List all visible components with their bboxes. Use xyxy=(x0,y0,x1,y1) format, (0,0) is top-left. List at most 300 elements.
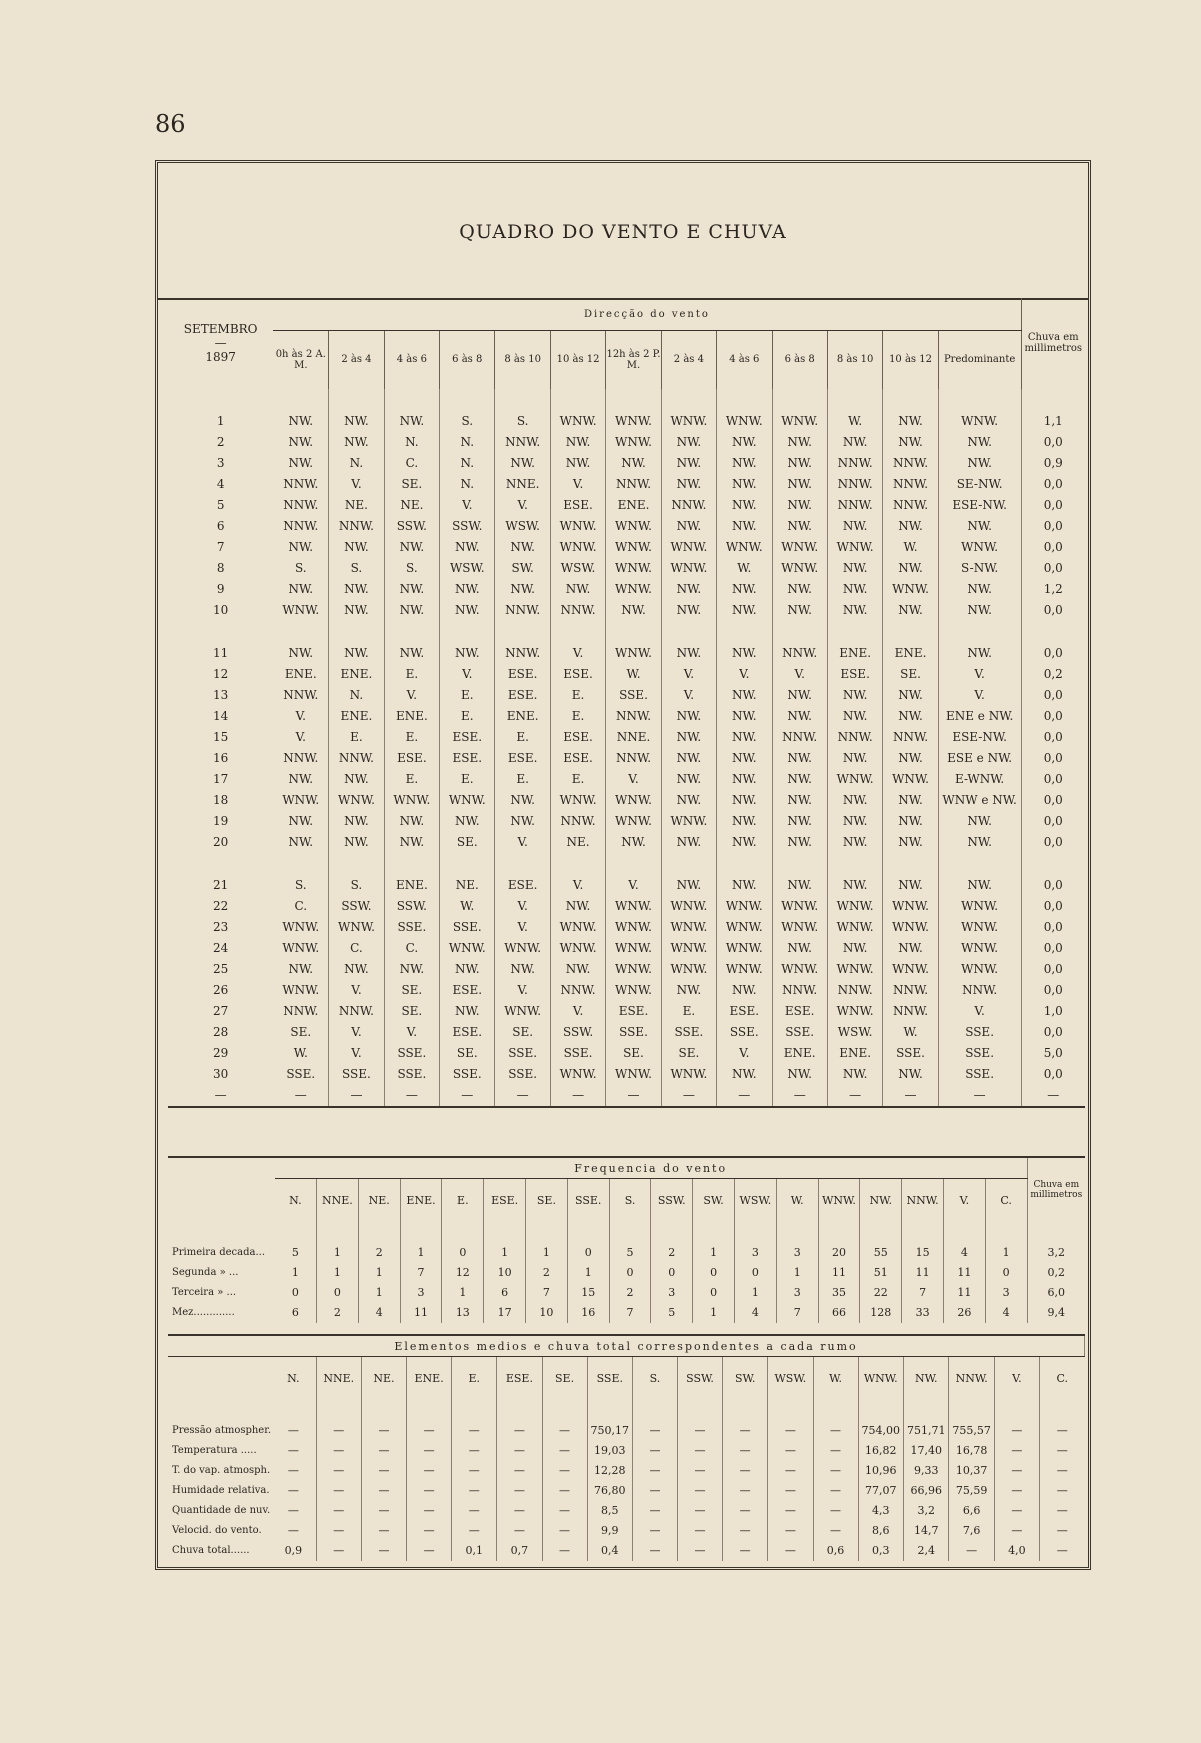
element-cell: — xyxy=(1056,1464,1068,1477)
rain-cell: 0,0 xyxy=(1043,878,1063,892)
rain-cell: 5,0 xyxy=(1043,1046,1063,1060)
direction-header: SE. xyxy=(542,1357,587,1401)
direction-header: C. xyxy=(985,1179,1027,1223)
wind-cell: NW. xyxy=(495,579,550,600)
table-row xyxy=(168,1441,1085,1461)
wind-cell: NW. xyxy=(329,537,384,558)
frequency-cell: 1 xyxy=(275,1263,317,1283)
wind-cell: NW. xyxy=(440,1001,495,1022)
dash-cell: — xyxy=(329,1085,384,1107)
frequency-cell: 3 xyxy=(651,1283,693,1303)
rain-cell: 0,0 xyxy=(1043,498,1063,512)
wind-cell: V. xyxy=(329,474,384,495)
element-cell: — xyxy=(813,1521,858,1541)
wind-cell: E. xyxy=(550,769,605,790)
wind-cell: V. xyxy=(329,1022,384,1043)
wind-cell: ESE. xyxy=(440,727,495,748)
predominant-cell: V. xyxy=(938,1001,1021,1022)
table-row xyxy=(168,600,1085,621)
predominant-cell: ENE e NW. xyxy=(938,706,1021,727)
wind-cell: NNE. xyxy=(495,474,550,495)
predominant-cell: V. xyxy=(938,685,1021,706)
rain-cell: 0,0 xyxy=(1043,709,1063,723)
hour-header: 0h às 2 A. M. xyxy=(273,331,328,389)
day-number: 1 xyxy=(216,414,225,428)
wind-cell: NW. xyxy=(273,769,328,790)
hour-header: 10 às 12 xyxy=(550,331,605,389)
wind-cell: WNW. xyxy=(772,537,827,558)
table-row xyxy=(168,1064,1085,1085)
predominant-cell: NW. xyxy=(938,432,1021,453)
wind-cell: SSW. xyxy=(440,516,495,537)
day-number: 24 xyxy=(213,941,229,955)
element-cell: 3,2 xyxy=(904,1501,949,1521)
wind-cell: WNW. xyxy=(827,917,882,938)
wind-cell: W. xyxy=(717,558,772,579)
wind-cell: SE. xyxy=(440,832,495,853)
wind-cell: NNW. xyxy=(827,453,882,474)
wind-cell: WNW. xyxy=(661,537,716,558)
frequency-cell: 2 xyxy=(651,1243,693,1263)
dash-cell: — xyxy=(772,1085,827,1107)
wind-cell: NW. xyxy=(384,537,439,558)
element-cell: 8,5 xyxy=(587,1501,632,1521)
direction-header: N. xyxy=(271,1357,316,1401)
wind-cell: NW. xyxy=(550,432,605,453)
direction-header: ENE. xyxy=(407,1357,452,1401)
direction-header: WNW. xyxy=(858,1357,903,1401)
wind-cell: SSW. xyxy=(384,896,439,917)
dash-cell: — xyxy=(440,1085,495,1107)
wind-cell: NW. xyxy=(329,432,384,453)
element-cell: — xyxy=(542,1461,587,1481)
wind-cell: NW. xyxy=(772,706,827,727)
wind-cell: ESE. xyxy=(550,495,605,516)
table-row xyxy=(168,1022,1085,1043)
frequency-cell: 0 xyxy=(442,1243,484,1263)
wind-cell: NW. xyxy=(329,643,384,664)
direction-header: SW. xyxy=(693,1179,735,1223)
dash-cell: — xyxy=(1047,1088,1060,1102)
wind-cell: E. xyxy=(384,769,439,790)
wind-cell: N. xyxy=(384,432,439,453)
frequency-cell: 1 xyxy=(317,1243,359,1263)
wind-cell: ESE. xyxy=(440,748,495,769)
element-cell: — xyxy=(497,1481,542,1501)
element-cell: — xyxy=(361,1521,406,1541)
wind-cell: SSW. xyxy=(329,896,384,917)
wind-cell: NW. xyxy=(883,685,938,706)
element-cell: — xyxy=(633,1441,678,1461)
row-label: Pressão atmospher. xyxy=(172,1425,272,1436)
frequency-cell: 15 xyxy=(902,1243,944,1263)
element-cell: — xyxy=(361,1481,406,1501)
element-cell: — xyxy=(677,1481,722,1501)
table-row xyxy=(168,474,1085,495)
wind-cell: NW. xyxy=(827,1064,882,1085)
wind-cell: NNW. xyxy=(606,748,661,769)
table-row xyxy=(168,980,1085,1001)
frequency-cell: 0 xyxy=(317,1283,359,1303)
frequency-cell: 2 xyxy=(609,1283,651,1303)
wind-cell: NW. xyxy=(883,748,938,769)
element-cell: — xyxy=(723,1461,768,1481)
wind-cell: ENE. xyxy=(772,1043,827,1064)
wind-cell: WNW. xyxy=(329,790,384,811)
wind-cell: NNW. xyxy=(273,1001,328,1022)
wind-cell: ESE. xyxy=(440,1022,495,1043)
wind-cell: V. xyxy=(550,643,605,664)
element-cell: — xyxy=(768,1421,813,1441)
element-cell: — xyxy=(271,1501,316,1521)
wind-cell: WNW. xyxy=(883,959,938,980)
element-cell: — xyxy=(1056,1424,1068,1437)
wind-cell: NNW. xyxy=(550,980,605,1001)
wind-cell: NW. xyxy=(772,938,827,959)
wind-cell: E. xyxy=(384,664,439,685)
element-cell: 12,28 xyxy=(587,1461,632,1481)
direction-header: NE. xyxy=(358,1179,400,1223)
frequency-cell: 0 xyxy=(735,1263,777,1283)
wind-cell: NW. xyxy=(329,959,384,980)
day-number: 11 xyxy=(213,646,229,660)
frequency-cell: 11 xyxy=(818,1263,860,1283)
direction-header: WSW. xyxy=(768,1357,813,1401)
day-number: 16 xyxy=(213,751,229,765)
wind-cell: NW. xyxy=(772,832,827,853)
element-cell: — xyxy=(271,1441,316,1461)
element-cell: — xyxy=(316,1441,361,1461)
direction-header: C. xyxy=(1056,1372,1068,1386)
frequency-cell: 10 xyxy=(484,1263,526,1283)
wind-cell: NW. xyxy=(329,769,384,790)
wind-cell: WNW. xyxy=(606,558,661,579)
frequency-cell: 4 xyxy=(943,1243,985,1263)
day-number: 17 xyxy=(213,772,229,786)
direction-header: NNE. xyxy=(316,1357,361,1401)
wind-cell: NW. xyxy=(772,600,827,621)
wind-cell: V. xyxy=(384,685,439,706)
wind-cell: SE. xyxy=(606,1043,661,1064)
wind-cell: WNW. xyxy=(883,769,938,790)
frequency-cell: 3 xyxy=(735,1243,777,1263)
frequency-cell: 0 xyxy=(693,1283,735,1303)
frequency-cell: 35 xyxy=(818,1283,860,1303)
day-number: 15 xyxy=(213,730,229,744)
direction-header: SSW. xyxy=(651,1179,693,1223)
predominant-cell: WNW e NW. xyxy=(938,790,1021,811)
frequency-cell: 1 xyxy=(693,1243,735,1263)
direction-header: SE. xyxy=(526,1179,568,1223)
dash-cell: — xyxy=(717,1085,772,1107)
rain-cell: 0,0 xyxy=(1043,920,1063,934)
wind-cell: WNW. xyxy=(827,1001,882,1022)
wind-cell: WSW. xyxy=(827,1022,882,1043)
frequency-cell: 5 xyxy=(275,1243,317,1263)
frequency-cell: 0 xyxy=(567,1243,609,1263)
wind-cell: V. xyxy=(273,706,328,727)
wind-cell: NW. xyxy=(717,516,772,537)
wind-cell: NW. xyxy=(883,811,938,832)
wind-cell: NW. xyxy=(273,832,328,853)
wind-cell: NNW. xyxy=(883,980,938,1001)
element-cell: — xyxy=(316,1541,361,1561)
dash-cell: — xyxy=(827,1085,882,1107)
wind-cell: WNW. xyxy=(273,938,328,959)
predominant-cell: NW. xyxy=(938,600,1021,621)
wind-cell: V. xyxy=(495,917,550,938)
wind-cell: NNW. xyxy=(495,643,550,664)
wind-cell: SSE. xyxy=(883,1043,938,1064)
dash-cell: — xyxy=(883,1085,938,1107)
wind-cell: N. xyxy=(329,453,384,474)
element-cell: — xyxy=(723,1421,768,1441)
frequency-cell: 11 xyxy=(943,1283,985,1303)
wind-cell: NNW. xyxy=(273,495,328,516)
wind-cell: N. xyxy=(329,685,384,706)
table-row xyxy=(168,643,1085,664)
wind-cell: NW. xyxy=(606,453,661,474)
table-row xyxy=(168,706,1085,727)
wind-cell: NW. xyxy=(883,558,938,579)
dash-cell: — xyxy=(214,1088,227,1102)
wind-cell: NNW. xyxy=(883,1001,938,1022)
element-cell: — xyxy=(316,1501,361,1521)
wind-cell: V. xyxy=(440,664,495,685)
hour-header: 4 às 6 xyxy=(717,331,772,389)
wind-cell: ESE. xyxy=(495,664,550,685)
wind-cell: WNW. xyxy=(661,959,716,980)
element-cell: 10,96 xyxy=(858,1461,903,1481)
wind-cell: NW. xyxy=(384,832,439,853)
wind-cell: SE. xyxy=(495,1022,550,1043)
wind-cell: WNW. xyxy=(772,896,827,917)
element-cell: — xyxy=(497,1421,542,1441)
wind-cell: NNW. xyxy=(883,474,938,495)
rain-cell: 0,0 xyxy=(1043,435,1063,449)
wind-cell: SSE. xyxy=(440,1064,495,1085)
wind-cell: V. xyxy=(329,1043,384,1064)
predominant-cell: ESE-NW. xyxy=(938,727,1021,748)
direction-header: N. xyxy=(275,1179,317,1223)
wind-cell: S. xyxy=(273,558,328,579)
wind-cell: NNW. xyxy=(827,495,882,516)
table-row xyxy=(168,790,1085,811)
row-label: Primeira decada... xyxy=(172,1247,266,1258)
wind-cell: NW. xyxy=(883,600,938,621)
element-cell: — xyxy=(813,1441,858,1461)
wind-cell: NW. xyxy=(883,432,938,453)
wind-cell: ENE. xyxy=(495,706,550,727)
element-cell: — xyxy=(768,1461,813,1481)
wind-cell: ESE. xyxy=(495,748,550,769)
wind-cell: ESE. xyxy=(827,664,882,685)
table-row xyxy=(168,1243,1085,1263)
rain-cell: 0,2 xyxy=(1043,667,1063,681)
element-cell: — xyxy=(633,1481,678,1501)
wind-cell: V. xyxy=(550,474,605,495)
wind-cell: WNW. xyxy=(495,1001,550,1022)
direction-header: V. xyxy=(943,1179,985,1223)
wind-cell: S. xyxy=(495,411,550,432)
element-cell: — xyxy=(994,1481,1039,1501)
day-number: 30 xyxy=(213,1067,229,1081)
table-row xyxy=(168,875,1085,896)
wind-cell: V. xyxy=(606,875,661,896)
month-header xyxy=(168,298,273,389)
wind-cell: WNW. xyxy=(606,643,661,664)
wind-cell: NW. xyxy=(495,811,550,832)
element-cell: — xyxy=(542,1421,587,1441)
element-cell: — xyxy=(361,1421,406,1441)
element-cell: — xyxy=(768,1481,813,1501)
day-number: 14 xyxy=(213,709,229,723)
wind-cell: WNW. xyxy=(550,411,605,432)
element-cell: — xyxy=(271,1421,316,1441)
frequency-cell: 1 xyxy=(776,1263,818,1283)
element-cell: 0,9 xyxy=(271,1541,316,1561)
element-cell: — xyxy=(677,1421,722,1441)
day-number: 20 xyxy=(213,835,229,849)
wind-cell: NW. xyxy=(661,453,716,474)
element-cell: — xyxy=(813,1501,858,1521)
wind-cell: ENE. xyxy=(606,495,661,516)
table-row xyxy=(168,1283,1085,1303)
hour-header: 2 às 4 xyxy=(661,331,716,389)
wind-cell: NW. xyxy=(273,537,328,558)
day-number: 22 xyxy=(213,899,229,913)
wind-cell: NW. xyxy=(273,959,328,980)
element-cell: — xyxy=(316,1521,361,1541)
direction-header: SSE. xyxy=(567,1179,609,1223)
frequency-cell: 1 xyxy=(358,1283,400,1303)
wind-cell: E. xyxy=(384,727,439,748)
wind-cell: WNW. xyxy=(827,959,882,980)
wind-cell: WNW. xyxy=(883,579,938,600)
direction-header: ESE. xyxy=(497,1357,542,1401)
day-number: 28 xyxy=(213,1025,229,1039)
wind-cell: NW. xyxy=(495,537,550,558)
element-cell: — xyxy=(633,1421,678,1441)
day-number: 12 xyxy=(213,667,229,681)
predominant-cell: NW. xyxy=(938,811,1021,832)
wind-cell: SW. xyxy=(495,558,550,579)
wind-cell: NNW. xyxy=(883,727,938,748)
wind-cell: ENE. xyxy=(329,706,384,727)
wind-cell: S. xyxy=(329,558,384,579)
wind-cell: SSE. xyxy=(606,685,661,706)
wind-cell: WNW. xyxy=(717,938,772,959)
wind-cell: NW. xyxy=(772,769,827,790)
element-cell: — xyxy=(452,1521,497,1541)
table-row xyxy=(168,495,1085,516)
wind-cell: NE. xyxy=(440,875,495,896)
wind-cell: V. xyxy=(717,1043,772,1064)
element-cell: 10,37 xyxy=(949,1461,994,1481)
element-cell: — xyxy=(994,1461,1039,1481)
element-cell: 76,80 xyxy=(587,1481,632,1501)
element-cell: — xyxy=(542,1441,587,1461)
frequency-rain-header: Chuva em millimetros xyxy=(1030,1180,1083,1201)
wind-cell: NW. xyxy=(661,579,716,600)
table-row xyxy=(168,1421,1085,1441)
table-row xyxy=(168,832,1085,853)
wind-cell: ESE. xyxy=(550,664,605,685)
table-row xyxy=(168,685,1085,706)
wind-cell: V. xyxy=(661,664,716,685)
wind-cell: WNW. xyxy=(661,896,716,917)
wind-cell: WNW. xyxy=(273,600,328,621)
wind-cell: WNW. xyxy=(772,917,827,938)
element-cell: — xyxy=(1056,1504,1068,1517)
wind-cell: ENE. xyxy=(384,875,439,896)
wind-cell: NW. xyxy=(440,643,495,664)
wind-cell: NW. xyxy=(883,832,938,853)
wind-cell: NNW. xyxy=(329,1001,384,1022)
frequency-cell: 3 xyxy=(776,1283,818,1303)
element-cell: — xyxy=(994,1521,1039,1541)
wind-cell: SSE. xyxy=(495,1043,550,1064)
wind-cell: WNW. xyxy=(606,917,661,938)
rain-cell: 0,0 xyxy=(1043,603,1063,617)
wind-cell: WNW. xyxy=(883,896,938,917)
wind-cell: WNW. xyxy=(661,558,716,579)
wind-cell: NNW. xyxy=(772,643,827,664)
element-cell: — xyxy=(452,1441,497,1461)
rain-cell: 0,9 xyxy=(1043,456,1063,470)
direction-header: NNW. xyxy=(949,1357,994,1401)
direction-header: NE. xyxy=(361,1357,406,1401)
wind-cell: NW. xyxy=(827,432,882,453)
element-cell: — xyxy=(316,1481,361,1501)
wind-cell: NW. xyxy=(440,579,495,600)
wind-cell: NW. xyxy=(273,411,328,432)
dash-cell: — xyxy=(550,1085,605,1107)
wind-cell: NNW. xyxy=(329,748,384,769)
element-cell: 75,59 xyxy=(949,1481,994,1501)
wind-cell: WNW. xyxy=(606,411,661,432)
direction-header: NNE. xyxy=(317,1179,359,1223)
direction-header: SSE. xyxy=(587,1357,632,1401)
rain-cell: 0,0 xyxy=(1043,519,1063,533)
wind-cell: NW. xyxy=(717,875,772,896)
direction-header: W. xyxy=(813,1357,858,1401)
frequency-cell: 1 xyxy=(400,1243,442,1263)
frequency-cell: 3 xyxy=(985,1283,1027,1303)
wind-cell: NW. xyxy=(550,579,605,600)
day-number: 3 xyxy=(216,456,225,470)
frequency-cell: 1 xyxy=(567,1263,609,1283)
element-cell: — xyxy=(813,1421,858,1441)
element-cell: — xyxy=(677,1441,722,1461)
wind-cell: NW. xyxy=(717,811,772,832)
wind-cell: ENE. xyxy=(384,706,439,727)
wind-cell: WNW. xyxy=(550,516,605,537)
table-row xyxy=(168,1481,1085,1501)
wind-cell: V. xyxy=(495,495,550,516)
wind-cell: NW. xyxy=(661,748,716,769)
element-cell: 6,6 xyxy=(949,1501,994,1521)
wind-cell: SSW. xyxy=(384,516,439,537)
element-cell: — xyxy=(633,1541,678,1561)
rain-cell: 1,1 xyxy=(1043,414,1063,428)
predominant-cell: WNW. xyxy=(938,938,1021,959)
wind-cell: NNW. xyxy=(827,474,882,495)
wind-cell: NW. xyxy=(717,790,772,811)
table-row xyxy=(168,558,1085,579)
wind-cell: WNW. xyxy=(717,411,772,432)
wind-cell: NW. xyxy=(883,1064,938,1085)
